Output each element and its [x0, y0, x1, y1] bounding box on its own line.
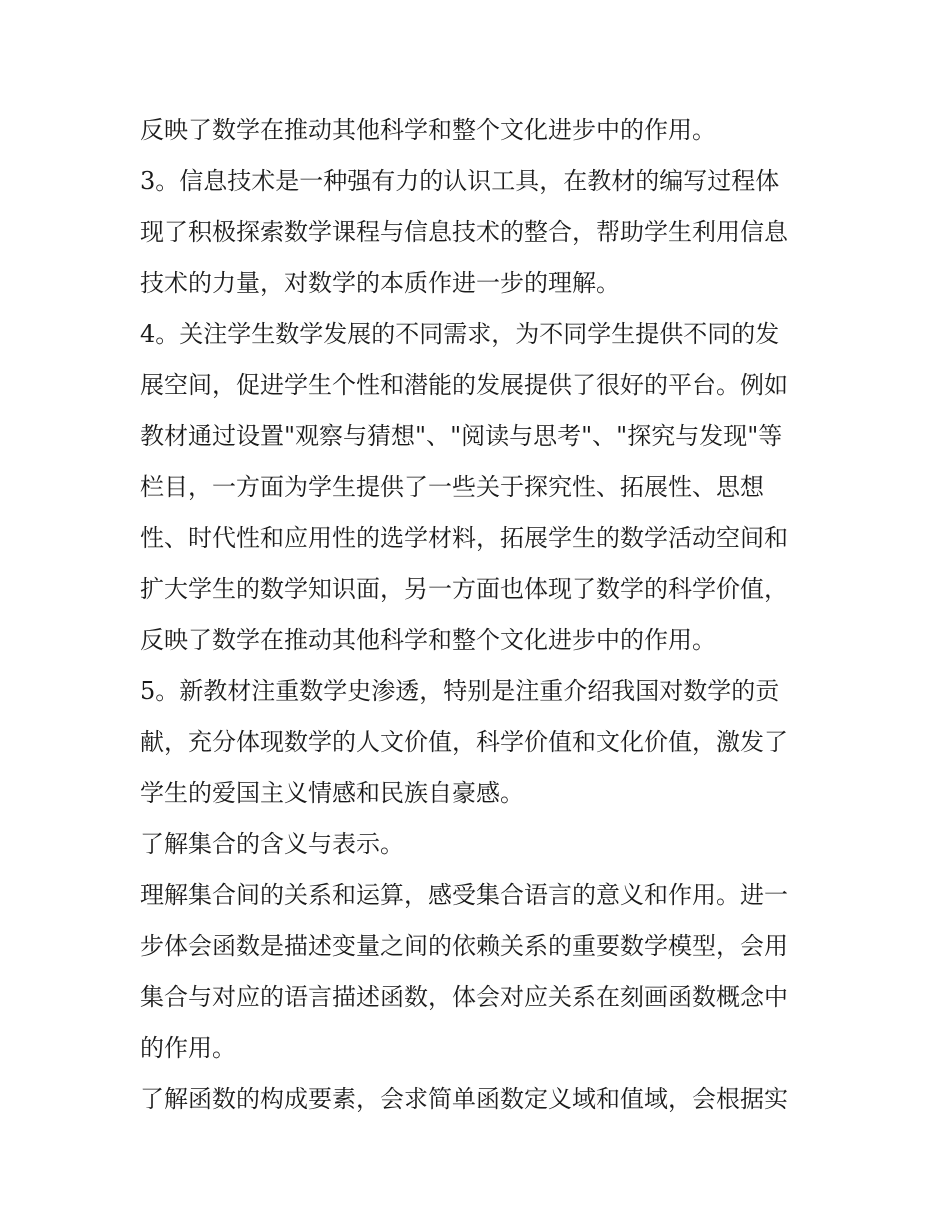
text-line: 了解函数的构成要素，会求简单函数定义域和值域，会根据实 — [140, 1085, 788, 1113]
text-line: 献，充分体现数学的人文价值，科学价值和文化价值，激发了 — [140, 728, 788, 756]
text-line: 步体会函数是描述变量之间的依赖关系的重要数学模型，会用 — [140, 932, 788, 960]
text-line: 了解集合的含义与表示。 — [140, 830, 404, 858]
text-line: 技术的力量，对数学的本质作进一步的理解。 — [140, 269, 620, 297]
text-line: 展空间，促进学生个性和潜能的发展提供了很好的平台。例如 — [140, 371, 788, 399]
document-body — [140, 105, 820, 1125]
text-line: 教材通过设置"观察与猜想"、"阅读与思考"、"探究与发现"等 — [140, 422, 783, 450]
text-line: 现了积极探索数学课程与信息技术的整合，帮助学生利用信息 — [140, 218, 788, 246]
text-line: 的作用。 — [140, 1034, 236, 1062]
text-line: 栏目，一方面为学生提供了一些关于探究性、拓展性、思想 — [140, 473, 764, 501]
text-line: 集合与对应的语言描述函数，体会对应关系在刻画函数概念中 — [140, 983, 788, 1011]
text-line: 反映了数学在推动其他科学和整个文化进步中的作用。 — [140, 116, 716, 144]
text-line: 扩大学生的数学知识面，另一方面也体现了数学的科学价值， — [140, 575, 788, 603]
text-line: 学生的爱国主义情感和民族自豪感。 — [140, 779, 524, 807]
text-line: 性、时代性和应用性的选学材料，拓展学生的数学活动空间和 — [140, 524, 788, 552]
text-line: 3。信息技术是一种强有力的认识工具，在教材的编写过程体 — [140, 167, 780, 195]
text-line: 4。关注学生数学发展的不同需求，为不同学生提供不同的发 — [140, 320, 780, 348]
text-line: 反映了数学在推动其他科学和整个文化进步中的作用。 — [140, 626, 716, 654]
text-line: 5。新教材注重数学史渗透，特别是注重介绍我国对数学的贡 — [140, 677, 780, 705]
text-line: 理解集合间的关系和运算，感受集合语言的意义和作用。进一 — [140, 881, 788, 909]
